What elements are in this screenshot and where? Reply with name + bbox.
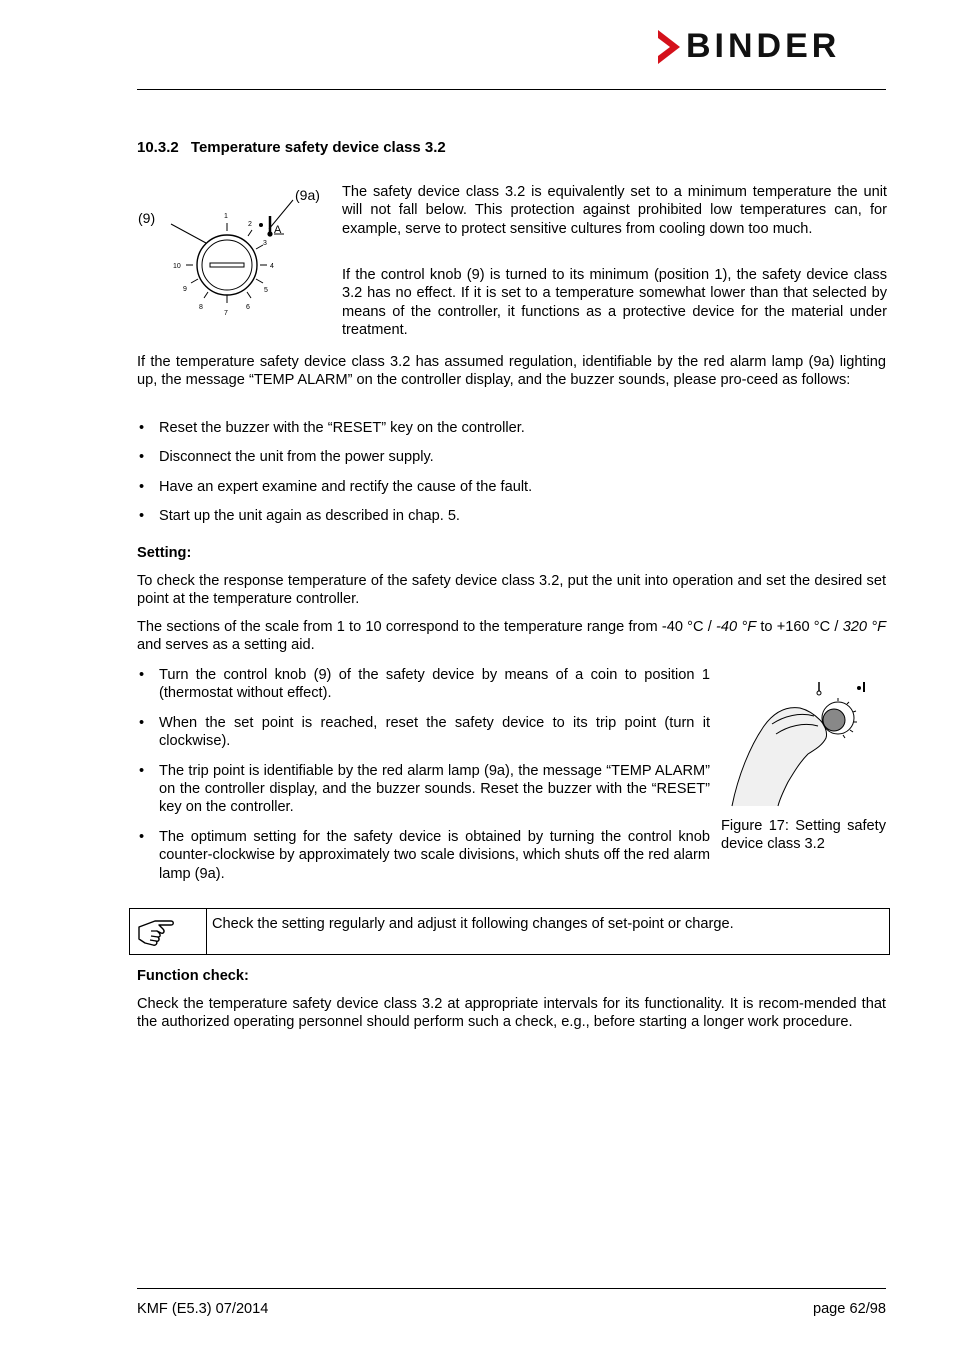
- setting-heading: Setting:: [137, 545, 192, 561]
- dial-label-9: 9: [183, 286, 187, 293]
- knob-diagram: [136, 183, 330, 323]
- dial-label-8: 8: [199, 304, 203, 311]
- note-text: Check the setting regularly and adjust it following changes of set-point or charge.: [212, 916, 734, 932]
- list-item: • The optimum setting for the safety device is obtained by turning the control knob counter-clockwise by approximately two scale divisions, which shuts off the red alarm lamp (9a).: [137, 828, 710, 883]
- thermometer-icon: [817, 682, 821, 695]
- dial-label-7: 7: [224, 310, 228, 317]
- footer-page-number: page 62/98: [812, 1301, 886, 1317]
- knob-slot: [210, 263, 244, 267]
- knob-callout-label: (9): [138, 210, 156, 226]
- list-item: • When the set point is reached, reset the safety device to its trip point (turn it clockwise).: [137, 714, 710, 751]
- dial-label-4: 4: [270, 263, 274, 270]
- setting-paragraph-2: [137, 618, 886, 655]
- list-item: • Reset the buzzer with the “RESET” key on the controller.: [137, 419, 886, 437]
- section-number: 10.3.2: [137, 139, 179, 156]
- list-item: • Turn the control knob (9) of the safety device by means of a coin to position 1 (thermostat without effect).: [137, 666, 710, 703]
- range-fahrenheit-low: -40 °F: [716, 619, 757, 635]
- section-heading: [137, 139, 446, 157]
- alarm-lamp-dot: [259, 223, 263, 227]
- dial-label-6: 6: [246, 304, 250, 311]
- range-text-a: The sections of the scale from 1 to 10 correspond to the temperature range from -40 °C /: [137, 619, 717, 635]
- pointing-hand-icon: [137, 913, 177, 951]
- section-title: Temperature safety device class 3.2: [190, 139, 446, 156]
- alarm-lamp-dot: [857, 686, 861, 690]
- dial-label-2: 2: [248, 221, 252, 228]
- dial-label-5: 5: [264, 287, 268, 294]
- setting-paragraph-1: To check the response temperature of the safety device class 3.2, put the unit into operation and set the desired set point at the temperature controller.: [137, 573, 886, 608]
- hand-shape: [732, 708, 827, 806]
- list-item: • Disconnect the unit from the power supply.: [137, 448, 886, 466]
- alarm-paragraph: If the temperature safety device class 3.2 has assumed regulation, identifiable by the red alarm lamp (9a) lighting up, the message “TEMP ALARM” on the controller display, and the buzzer sounds, please pro-ceed as follows:: [137, 354, 886, 389]
- header-rule: [137, 89, 886, 90]
- list-item: • Have an expert examine and rectify the cause of the fault.: [137, 478, 886, 496]
- coin-shape: [823, 709, 845, 731]
- intro-paragraph-2: If the control knob (9) is turned to its minimum (position 1), the safety device class 3.2 has no effect. If it is set to a temperature somewhat lower than that selected by means of the controller, it functions as a protective device for the material under treatment.: [342, 267, 887, 339]
- range-fahrenheit-high: 320 °F: [842, 619, 887, 635]
- logo-mark-icon: [656, 30, 682, 64]
- list-item: • Start up the unit again as described in chap. 5.: [137, 507, 886, 525]
- dial-label-1: 1: [224, 213, 228, 220]
- binder-logo: [656, 28, 888, 66]
- footer-rule: [137, 1288, 886, 1289]
- setting-steps-list: [137, 666, 710, 883]
- function-check-paragraph: Check the temperature safety device class 3.2 at appropriate intervals for its functionality. It is recom-mended that the authorized operating personnel should perform such a check, e.g., before starting a longer work procedure.: [137, 996, 886, 1031]
- note-icon-cell: [130, 909, 207, 954]
- intro-paragraph-1: The safety device class 3.2 is equivalently set to a minimum temperature the unit will not fall below. This protection against prohibited low temperatures can, for example, serve to protect sensitive cultures from cooling down too much.: [342, 184, 887, 237]
- knob-leader-line: [171, 224, 206, 243]
- note-box: [129, 908, 890, 955]
- steps-list: [137, 419, 886, 526]
- function-check-heading: Function check:: [137, 968, 249, 984]
- range-text-c: to +160 °C /: [756, 619, 843, 635]
- logo-text: BINDER: [686, 27, 841, 65]
- dial-label-10: 10: [173, 263, 181, 270]
- figure-caption: Figure 17: Setting safety device class 3.2: [721, 818, 886, 853]
- lamp-callout-label: (9a): [295, 187, 320, 203]
- hand-turning-knob-illustration: [728, 676, 868, 810]
- list-item: • The trip point is identifiable by the red alarm lamp (9a), the message “TEMP ALARM” on the controller display, and the buzzer sounds. Reset the buzzer with the “RESET” key on the controller.: [137, 762, 710, 817]
- range-text-e: and serves as a setting aid.: [137, 637, 315, 654]
- lamp-letter: A: [274, 224, 282, 236]
- footer-document-id: KMF (E5.3) 07/2014: [137, 1301, 269, 1317]
- dial-label-3: 3: [263, 240, 267, 247]
